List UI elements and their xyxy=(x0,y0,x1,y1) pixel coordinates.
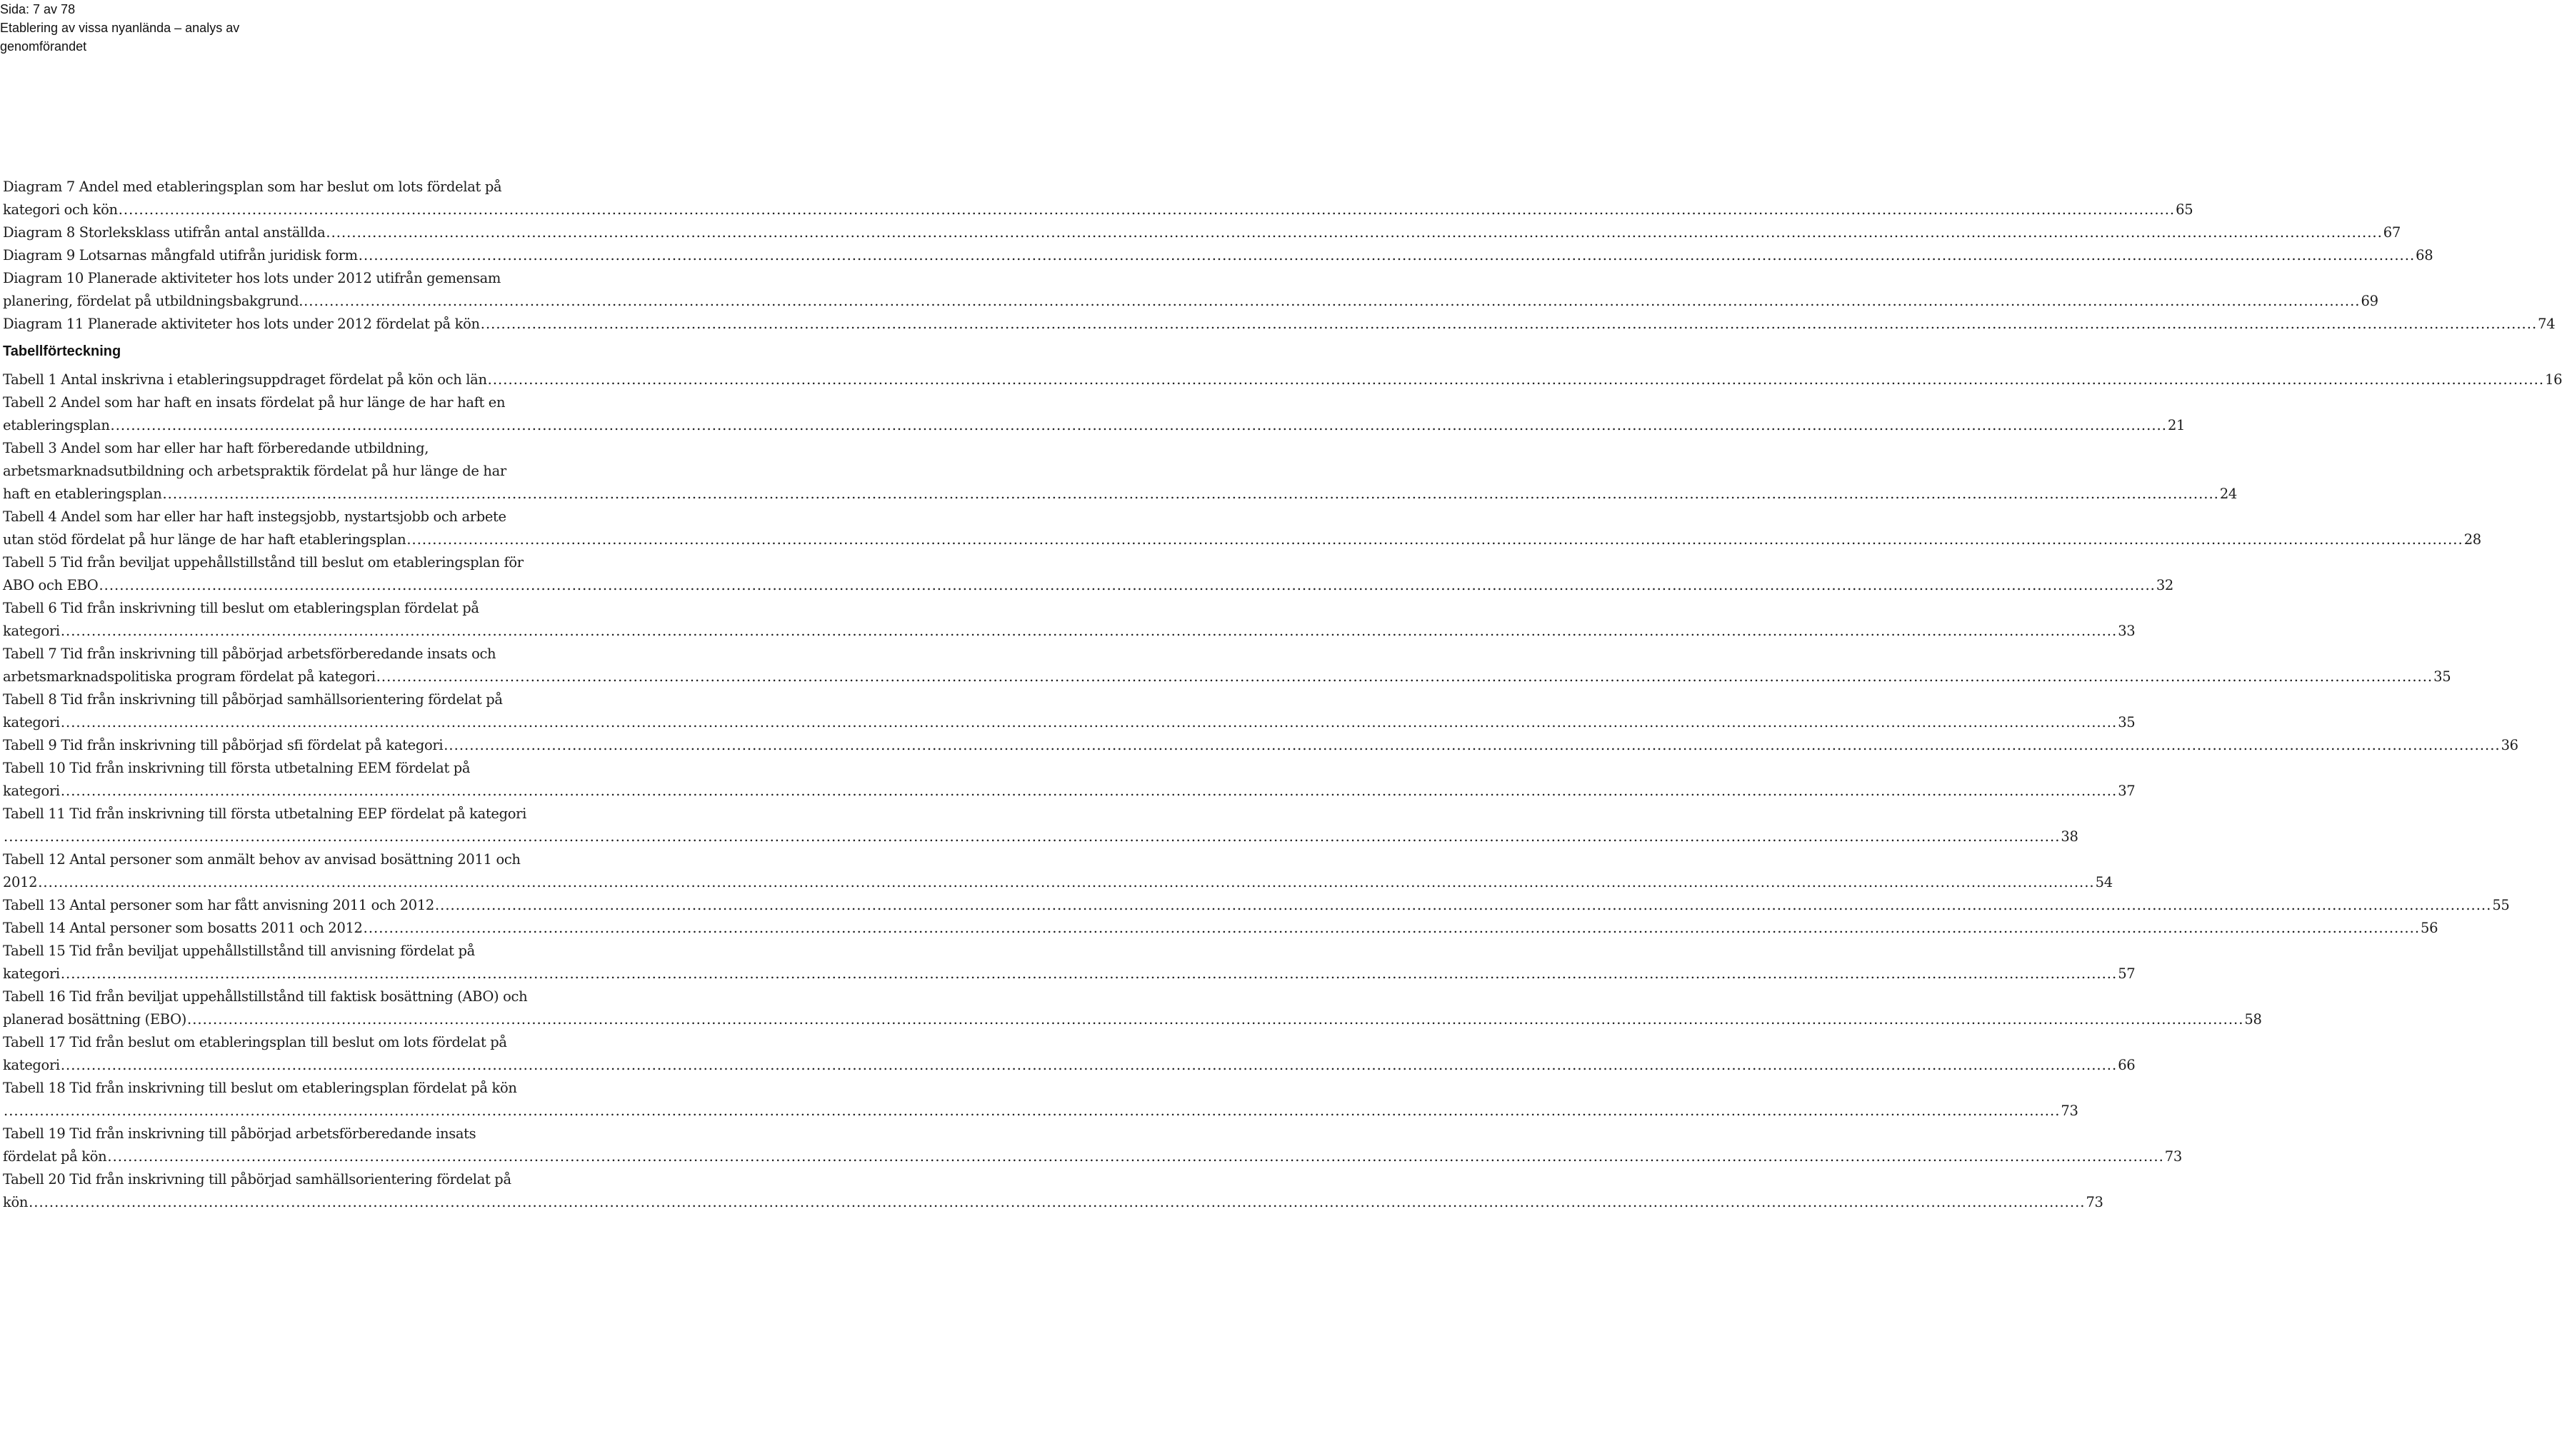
table-toc-entry[interactable] xyxy=(3,985,2262,1031)
table-list-heading: Tabellförteckning xyxy=(3,343,121,359)
diagram-toc-entry[interactable] xyxy=(3,267,2378,313)
toc-entry-label: kategori xyxy=(3,623,60,639)
dot-leader: ................................................................................................................................................................................................................................................................................................................................................................................................................ xyxy=(304,293,2361,309)
dot-leader: ................................................................................................................................................................................................................................................................................................................................................................................................................ xyxy=(187,1011,2244,1028)
table-toc-entry[interactable] xyxy=(3,688,2136,734)
toc-entry-line: Tabell 20 Tid från inskrivning till påbörjad samhällsorientering fördelat på xyxy=(3,1171,511,1188)
toc-entry-last-line xyxy=(3,414,2186,437)
toc-page-number: 73 xyxy=(2164,1148,2182,1165)
toc-entry-label: Diagram 11 Planerade aktiviteter hos lots under 2012 fördelat på kön xyxy=(3,316,480,332)
toc-entry-last-line xyxy=(3,871,2113,894)
page-header xyxy=(0,0,686,56)
toc-page-number: 16 xyxy=(2545,371,2562,388)
dot-leader: ................................................................................................................................................................................................................................................................................................................................................................................................................ xyxy=(487,371,2545,388)
toc-entry-line: Tabell 19 Tid från inskrivning till påbörjad arbetsförberedande insats xyxy=(3,1125,476,1142)
table-toc-entry[interactable] xyxy=(3,597,2136,643)
toc-entry-last-line xyxy=(3,244,2433,267)
table-toc-entry[interactable] xyxy=(3,506,2481,551)
table-toc-entry[interactable] xyxy=(3,917,2438,940)
table-toc-entry[interactable] xyxy=(3,1168,2103,1214)
toc-entry-last-line xyxy=(3,711,2136,734)
toc-entry-line: Tabell 6 Tid från inskrivning till beslut om etableringsplan fördelat på xyxy=(3,600,479,616)
dot-leader: ................................................................................................................................................................................................................................................................................................................................................................................................................ xyxy=(60,623,2118,639)
toc-entry-last-line xyxy=(3,528,2481,551)
toc-entry-label: kategori xyxy=(3,1057,60,1073)
toc-entry-line: Tabell 15 Tid från beviljat uppehållstillstånd till anvisning fördelat på xyxy=(3,943,475,959)
toc-entry-line: Tabell 2 Andel som har haft en insats fördelat på hur länge de har haft en xyxy=(3,394,506,411)
toc-entry-line: Tabell 17 Tid från beslut om etableringsplan till beslut om lots fördelat på xyxy=(3,1034,507,1050)
toc-entry-last-line xyxy=(3,1054,2136,1077)
table-toc-entry[interactable] xyxy=(3,1077,2078,1123)
toc-page-number: 57 xyxy=(2118,965,2136,982)
dot-leader: ................................................................................................................................................................................................................................................................................................................................................................................................................ xyxy=(326,224,2383,241)
toc-entry-label: kön xyxy=(3,1194,29,1210)
table-toc-entry[interactable] xyxy=(3,368,2562,391)
toc-page-number: 35 xyxy=(2433,668,2451,685)
toc-entry-label: utan stöd fördelat på hur länge de har haft etableringsplan xyxy=(3,531,406,548)
table-toc-entry[interactable] xyxy=(3,734,2518,757)
toc-page-number: 58 xyxy=(2244,1011,2262,1028)
toc-page-number: 24 xyxy=(2219,486,2237,502)
toc-entry-last-line xyxy=(3,666,2451,688)
toc-entry-line: Tabell 3 Andel som har eller har haft förberedande utbildning, xyxy=(3,440,429,456)
toc-entry-line: Tabell 10 Tid från inskrivning till första utbetalning EEM fördelat på xyxy=(3,760,471,776)
toc-page-number: 35 xyxy=(2118,714,2136,730)
toc-entry-label: fördelat på kön xyxy=(3,1148,107,1165)
toc-entry-line: Tabell 7 Tid från inskrivning till påbörjad arbetsförberedande insats och xyxy=(3,646,496,662)
toc-entry-last-line xyxy=(3,1145,2182,1168)
table-toc-entry[interactable] xyxy=(3,940,2136,985)
dot-leader: ................................................................................................................................................................................................................................................................................................................................................................................................................ xyxy=(29,1194,2086,1210)
toc-entry-label: kategori xyxy=(3,714,60,730)
toc-page-number: 73 xyxy=(2086,1194,2103,1210)
toc-entry-line: Tabell 4 Andel som har eller har haft instegsjobb, nystartsjobb och arbete xyxy=(3,508,506,525)
toc-entry-label: planerad bosättning (EBO) xyxy=(3,1011,187,1028)
toc-entry-last-line xyxy=(3,574,2173,597)
dot-leader: ................................................................................................................................................................................................................................................................................................................................................................................................................ xyxy=(38,874,2095,890)
dot-leader: ................................................................................................................................................................................................................................................................................................................................................................................................................ xyxy=(480,316,2538,332)
toc-page-number: 69 xyxy=(2361,293,2378,309)
toc-entry-last-line xyxy=(3,917,2438,940)
dot-leader: ................................................................................................................................................................................................................................................................................................................................................................................................................ xyxy=(107,1148,2164,1165)
toc-page-number: 36 xyxy=(2501,737,2518,753)
toc-entry-last-line xyxy=(3,825,2078,848)
dot-leader: ................................................................................................................................................................................................................................................................................................................................................................................................................ xyxy=(434,897,2492,913)
toc-entry-line: Tabell 8 Tid från inskrivning till påbörjad samhällsorientering fördelat på xyxy=(3,691,503,708)
toc-entry-line: Tabell 5 Tid från beviljat uppehållstillstånd till beslut om etableringsplan för xyxy=(3,554,524,571)
toc-entry-line: Tabell 11 Tid från inskrivning till första utbetalning EEP fördelat på kategori xyxy=(3,805,526,822)
toc-entry-last-line xyxy=(3,894,2510,917)
toc-page-number: 38 xyxy=(2061,828,2078,845)
table-toc-entry[interactable] xyxy=(3,437,2237,506)
table-toc-entry[interactable] xyxy=(3,1123,2182,1168)
toc-entry-label: haft en etableringsplan xyxy=(3,486,162,502)
toc-entry-last-line xyxy=(3,199,2193,221)
table-toc-entry[interactable] xyxy=(3,894,2510,917)
dot-leader: ................................................................................................................................................................................................................................................................................................................................................................................................................ xyxy=(406,531,2463,548)
diagram-list xyxy=(3,176,2556,336)
document-title-line-2: genomförandet xyxy=(0,39,87,54)
toc-entry-line: Tabell 16 Tid från beviljat uppehållstillstånd till faktisk bosättning (ABO) och xyxy=(3,988,528,1005)
dot-leader: ................................................................................................................................................................................................................................................................................................................................................................................................................ xyxy=(162,486,2219,502)
toc-entry-label: Tabell 9 Tid från inskrivning till påbörjad sfi fördelat på kategori xyxy=(3,737,444,753)
dot-leader: ................................................................................................................................................................................................................................................................................................................................................................................................................ xyxy=(4,1103,2061,1119)
toc-page-number: 28 xyxy=(2463,531,2481,548)
toc-entry-last-line xyxy=(3,1191,2103,1214)
toc-page-number: 73 xyxy=(2061,1103,2078,1119)
dot-leader: ................................................................................................................................................................................................................................................................................................................................................................................................................ xyxy=(376,668,2433,685)
dot-leader: ................................................................................................................................................................................................................................................................................................................................................................................................................ xyxy=(444,737,2501,753)
table-toc-entry[interactable] xyxy=(3,643,2451,688)
toc-entry-label: 2012 xyxy=(3,874,38,890)
toc-entry-line: Diagram 10 Planerade aktiviteter hos lots under 2012 utifrån gemensam xyxy=(3,270,501,286)
dot-leader: ................................................................................................................................................................................................................................................................................................................................................................................................................ xyxy=(363,920,2421,936)
toc-page-number: 65 xyxy=(2176,201,2193,218)
toc-page-number: 56 xyxy=(2421,920,2438,936)
diagram-toc-entry[interactable] xyxy=(3,313,2556,336)
toc-entry-last-line xyxy=(3,734,2518,757)
toc-page-number: 74 xyxy=(2538,316,2556,332)
dot-leader: ................................................................................................................................................................................................................................................................................................................................................................................................................ xyxy=(4,828,2061,845)
toc-entry-label: planering, fördelat på utbildningsbakgrund. xyxy=(3,293,304,309)
table-of-contents xyxy=(3,176,2562,1214)
table-list xyxy=(3,368,2562,1214)
toc-entry-label: Tabell 14 Antal personer som bosatts 2011 och 2012 xyxy=(3,920,363,936)
toc-page-number: 54 xyxy=(2095,874,2113,890)
toc-entry-label: Diagram 9 Lotsarnas mångfald utifrån juridisk form xyxy=(3,247,358,263)
toc-entry-last-line xyxy=(3,483,2237,506)
toc-entry-label: kategori xyxy=(3,965,60,982)
toc-entry-label: ABO och EBO xyxy=(3,577,99,593)
table-toc-entry[interactable] xyxy=(3,757,2136,803)
toc-entry-last-line xyxy=(3,368,2562,391)
toc-page-number: 32 xyxy=(2156,577,2173,593)
diagram-toc-entry[interactable] xyxy=(3,221,2401,244)
diagram-toc-entry[interactable] xyxy=(3,244,2433,267)
table-toc-entry[interactable] xyxy=(3,803,2078,848)
page-indicator: Sida: 7 av 78 xyxy=(0,2,76,16)
toc-entry-last-line xyxy=(3,290,2378,313)
table-toc-entry[interactable] xyxy=(3,551,2173,597)
table-toc-entry[interactable] xyxy=(3,391,2186,437)
toc-page-number: 55 xyxy=(2492,897,2510,913)
dot-leader: ................................................................................................................................................................................................................................................................................................................................................................................................................ xyxy=(110,417,2167,433)
toc-page-number: 66 xyxy=(2118,1057,2136,1073)
toc-entry-last-line xyxy=(3,963,2136,985)
toc-entry-line: Tabell 18 Tid från inskrivning till beslut om etableringsplan fördelat på kön xyxy=(3,1080,517,1096)
toc-entry-last-line xyxy=(3,313,2556,336)
toc-entry-last-line xyxy=(3,1100,2078,1123)
toc-entry-label: Tabell 1 Antal inskrivna i etableringsuppdraget fördelat på kön och län xyxy=(3,371,487,388)
toc-entry-line: Tabell 12 Antal personer som anmält behov av anvisad bosättning 2011 och xyxy=(3,851,521,868)
toc-page-number: 37 xyxy=(2118,783,2136,799)
toc-entry-label: arbetsmarknadspolitiska program fördelat på kategori xyxy=(3,668,376,685)
toc-page-number: 21 xyxy=(2167,417,2186,433)
toc-entry-label: Tabell 13 Antal personer som har fått anvisning 2011 och 2012 xyxy=(3,897,434,913)
toc-entry-line: arbetsmarknadsutbildning och arbetspraktik fördelat på hur länge de har xyxy=(3,463,506,479)
toc-entry-label: kategori xyxy=(3,783,60,799)
dot-leader: ................................................................................................................................................................................................................................................................................................................................................................................................................ xyxy=(118,201,2176,218)
toc-page-number: 67 xyxy=(2383,224,2401,241)
toc-entry-label: kategori och kön xyxy=(3,201,118,218)
dot-leader: ................................................................................................................................................................................................................................................................................................................................................................................................................ xyxy=(60,965,2118,982)
toc-entry-last-line xyxy=(3,1008,2262,1031)
dot-leader: ................................................................................................................................................................................................................................................................................................................................................................................................................ xyxy=(60,783,2118,799)
toc-entry-label: etableringsplan xyxy=(3,417,110,433)
table-toc-entry[interactable] xyxy=(3,848,2113,894)
diagram-toc-entry[interactable] xyxy=(3,176,2193,221)
dot-leader: ................................................................................................................................................................................................................................................................................................................................................................................................................ xyxy=(60,1057,2118,1073)
table-toc-entry[interactable] xyxy=(3,1031,2136,1077)
toc-page-number: 68 xyxy=(2416,247,2433,263)
toc-entry-last-line xyxy=(3,780,2136,803)
toc-entry-last-line xyxy=(3,221,2401,244)
document-title-line-1: Etablering av vissa nyanlända – analys av xyxy=(0,21,240,35)
toc-entry-label: Diagram 8 Storleksklass utifrån antal anställda xyxy=(3,224,326,241)
toc-entry-line: Diagram 7 Andel med etableringsplan som har beslut om lots fördelat på xyxy=(3,179,502,195)
toc-page-number: 33 xyxy=(2118,623,2136,639)
dot-leader: ................................................................................................................................................................................................................................................................................................................................................................................................................ xyxy=(60,714,2118,730)
toc-entry-last-line xyxy=(3,620,2136,643)
dot-leader: ................................................................................................................................................................................................................................................................................................................................................................................................................ xyxy=(99,577,2156,593)
dot-leader: ................................................................................................................................................................................................................................................................................................................................................................................................................ xyxy=(358,247,2416,263)
